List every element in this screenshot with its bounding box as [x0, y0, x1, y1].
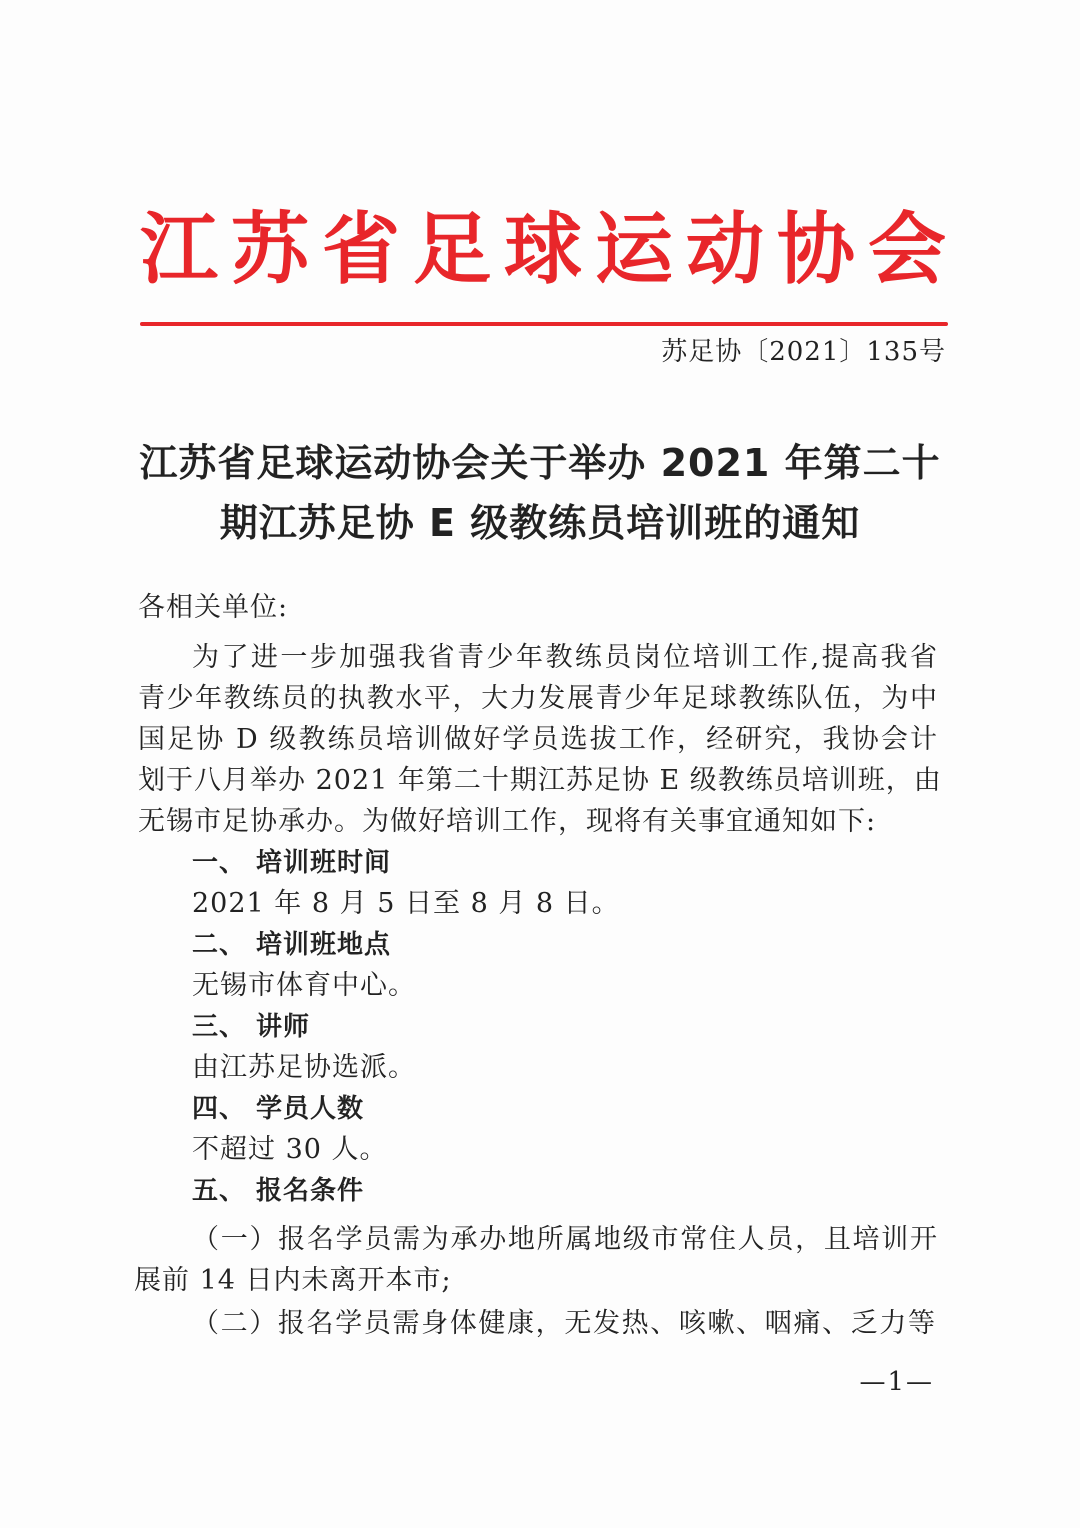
intro-line-5: 无锡市足协承办。为做好培训工作，现将有关事宜通知如下:: [138, 806, 877, 837]
page-number: —1—: [859, 1367, 934, 1397]
intro-line-1: 为了进一步加强我省青少年教练员岗位培训工作,提高我省: [192, 642, 938, 673]
notice-title-line-2: 期江苏足协 E 级教练员培训班的通知: [219, 501, 861, 545]
section-heading-requirements: 五、 报名条件: [192, 1176, 365, 1206]
document-number: 苏足协〔2021〕135号: [661, 337, 946, 367]
salutation: 各相关单位:: [138, 592, 289, 623]
organization-header: 江苏省足球运动协会: [140, 204, 950, 295]
condition-line-2: 展前 14 日内未离开本市;: [134, 1265, 452, 1296]
red-divider: [140, 322, 948, 326]
condition-line-3: （二）报名学员需身体健康，无发热、咳嗽、咽痛、乏力等: [192, 1308, 936, 1339]
section-content-time: 2021 年 8 月 5 日至 8 月 8 日。: [192, 888, 620, 919]
section-heading-lecturer: 三、 讲师: [192, 1012, 311, 1042]
section-content-lecturer: 由江苏足协选派。: [192, 1052, 416, 1083]
section-heading-time: 一、 培训班时间: [192, 848, 392, 878]
section-content-location: 无锡市体育中心。: [192, 970, 416, 1001]
intro-line-2: 青少年教练员的执教水平，大力发展青少年足球教练队伍，为中: [138, 683, 938, 714]
condition-line-1: （一）报名学员需为承办地所属地级市常住人员，且培训开: [192, 1224, 938, 1255]
section-heading-location: 二、 培训班地点: [192, 930, 392, 960]
intro-line-3: 国足协 D 级教练员培训做好学员选拔工作，经研究，我协会计: [138, 724, 938, 755]
notice-title-line-1: 江苏省足球运动协会关于举办 2021 年第二十: [139, 441, 941, 485]
section-heading-participants: 四、 学员人数: [192, 1094, 365, 1124]
intro-line-4: 划于八月举办 2021 年第二十期江苏足协 E 级教练员培训班，由: [138, 765, 942, 796]
section-content-participants: 不超过 30 人。: [192, 1134, 388, 1165]
